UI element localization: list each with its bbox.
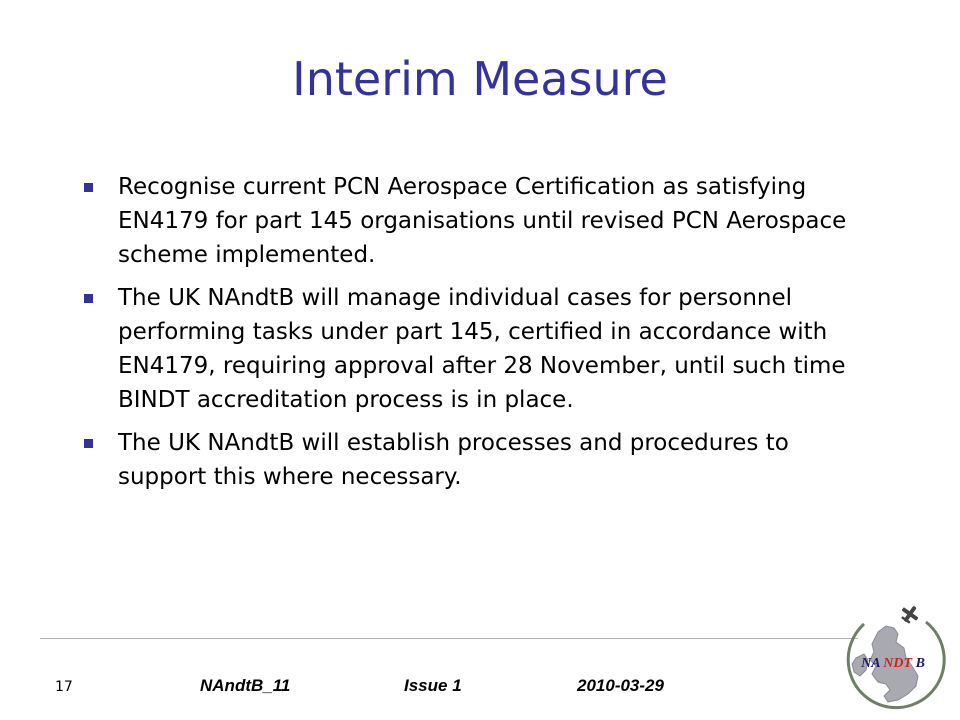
logo-text-ndt: NDT <box>883 656 913 671</box>
footer-issue: Issue 1 <box>404 676 462 695</box>
bullet-item-2 <box>84 281 884 417</box>
slide-title: Interim Measure <box>292 52 668 106</box>
square-bullet-icon <box>84 294 93 303</box>
logo-text-b: B <box>912 656 925 671</box>
square-bullet-icon <box>84 183 93 192</box>
bullet-text: The UK NAndtB will manage individual cases for personnel performing tasks under part 145, certified in accordance with EN4179, requiring approval after 28 November, until such time BINDT accreditation process is in place. <box>118 285 846 413</box>
aircraft-icon <box>897 604 922 627</box>
logo-wordmark <box>838 656 948 672</box>
square-bullet-icon <box>84 439 93 448</box>
slide-number: 17 <box>55 679 73 695</box>
bullet-text: The UK NAndtB will establish processes and procedures to support this where necessary. <box>118 430 789 490</box>
footer-date: 2010-03-29 <box>577 676 664 695</box>
bullet-item-3 <box>84 426 884 494</box>
bullet-text: Recognise current PCN Aerospace Certification as satisfying EN4179 for part 145 organisations until revised PCN Aerospace scheme implemented. <box>118 174 847 268</box>
nandtb-logo <box>838 604 948 714</box>
footer-divider <box>40 638 858 639</box>
bullet-item-1 <box>84 170 884 272</box>
bullet-list <box>84 170 884 503</box>
footer-doc-id: NAndtB_11 <box>200 676 291 695</box>
logo-text-na: NA <box>861 656 884 671</box>
